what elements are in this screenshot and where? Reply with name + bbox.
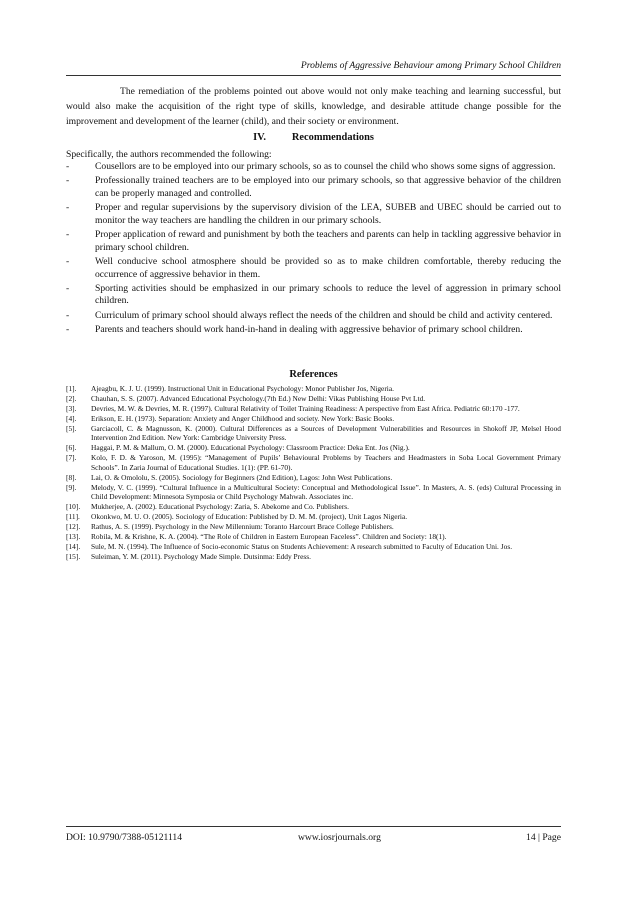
reference-item (66, 384, 561, 393)
footer-rule (66, 826, 561, 827)
recommendation-item (66, 161, 561, 174)
recommendation-item (66, 324, 561, 337)
reference-text: Rathus, A. S. (1999). Psychology in the New Millennium: Toranto Harcourt Brace College Publishers. (91, 521, 394, 531)
bullet-dash: - (66, 309, 70, 321)
intro-paragraph: The remediation of the problems pointed out above would not only make teaching and learning successful, but would also make the acquisition of the right type of skills, knowledge, and desirable attitude change possible for the improvement and development of the learner (child), and their society or environment. (66, 86, 561, 127)
references-list (66, 384, 561, 562)
reference-item (66, 502, 561, 511)
reference-number: [4]. (66, 413, 77, 423)
reference-item (66, 512, 561, 521)
reference-number: [1]. (66, 384, 77, 393)
reference-text: Melody, V. C. (1999). “Cultural Influence in a Multicultural Society: Conceptual and Methodological Issue”. In Masters, A. S. (eds) Cultural Processing in Child Development: Minnesota Symposia or Child Psychology Mahwah. Associates inc. (91, 482, 561, 501)
recommendation-text: Parents and teachers should work hand-in-hand in dealing with aggressive behavior of primary school children. (95, 323, 523, 335)
reference-item (66, 542, 561, 551)
reference-text: Robila, M. & Krishne, K. A. (2004). “The Role of Children in Eastern European Faceless”. Children and Society: 18(1). (91, 531, 447, 541)
bullet-dash: - (66, 161, 70, 172)
reference-number: [15]. (66, 551, 81, 561)
reference-text: Okonkwo, M. U. O. (2005). Sociology of Education: Published by D. M. M. (project), Unit Lagos Nigeria. (91, 511, 408, 521)
reference-number: [10]. (66, 501, 81, 511)
reference-number: [6]. (66, 443, 77, 453)
reference-item (66, 424, 561, 443)
recommendations-list (66, 161, 561, 338)
bullet-dash: - (66, 201, 70, 213)
reference-text: Garciacoll, C. & Magnusson, K. (2000). Cultural Differences as a Sources of Development Vulnerabilities and Resources in Shokoff JP, Melsel Hood Intervention 2nd Edition. New York: Cambridge University Press. (91, 423, 561, 443)
section-lead: Specifically, the authors recommended the following: (66, 149, 272, 160)
section-number: IV. (253, 132, 266, 143)
reference-number: [7]. (66, 453, 77, 463)
recommendation-item (66, 283, 561, 309)
reference-text: Sule, M. N. (1994). The Influence of Socio-economic Status on Students Achievement: A research submitted to Faculty of Education Uni. Jos. (91, 541, 513, 551)
reference-text: Kolo, F. D. & Yaroson, M. (1995): “Management of Pupils’ Behavioural Problems by Teachers and Headmasters in Soba Local Government Primary Schools”. In Zaria Journal of Educational Studies. 1(1): (PP. 61-70). (91, 453, 561, 472)
reference-item (66, 532, 561, 541)
reference-number: [8]. (66, 472, 77, 482)
bullet-dash: - (66, 228, 70, 240)
recommendation-text: Professionally trained teachers are to be employed into our primary schools, so that aggressive behavior of the children can be properly managed and controlled. (95, 175, 561, 199)
reference-text: Chauhan, S. S. (2007). Advanced Educational Psychology.(7th Ed.) New Delhi: Vikas Publishing House Pvt Ltd. (91, 393, 426, 403)
recommendation-item (66, 229, 561, 255)
reference-text: Ajeagbu, K. J. U. (1999). Instructional Unit in Educational Psychology: Monor Publisher Jos, Nigeria. (91, 384, 394, 393)
section-heading (66, 132, 561, 143)
reference-item (66, 552, 561, 561)
recommendation-text: Cousellors are to be employed into our primary schools, so as to counsel the child who shows some signs of aggression. (95, 161, 556, 172)
reference-number: [2]. (66, 393, 77, 403)
recommendation-text: Proper application of reward and punishment by both the teachers and parents can help in tackling aggressive behavior in primary school children. (95, 228, 561, 253)
reference-text: Devries, M. W. & Devries, M. R. (1997). Cultural Relativity of Toilet Training Readiness: A perspective from East Africa. Pediatric 60:170 -177. (91, 403, 520, 413)
recommendation-item (66, 202, 561, 228)
reference-item (66, 414, 561, 423)
recommendation-item (66, 256, 561, 282)
recommendation-item (66, 310, 561, 323)
reference-number: [13]. (66, 531, 81, 541)
header-rule (66, 75, 561, 76)
reference-item (66, 453, 561, 472)
reference-text: Suleiman, Y. M. (2011). Psychology Made Simple. Dutsinma: Eddy Press. (91, 551, 311, 561)
reference-text: Haggai, P. M. & Mallum, O. M. (2000). Educational Psychology: Classroom Practice: Deka Ent. Jos (Nig.). (91, 443, 410, 453)
reference-text: Erikson, E. H. (1973). Separation: Anxiety and Anger Childhood and society. New York: Basic Books. (91, 413, 395, 423)
section-title: Recommendations (291, 132, 374, 143)
footer-website: www.iosrjournals.org (298, 832, 381, 843)
reference-number: [11]. (66, 511, 80, 521)
recommendation-item (66, 175, 561, 201)
bullet-dash: - (66, 323, 70, 335)
recommendation-text: Proper and regular supervisions by the supervisory division of the LEA, SUBEB and UBEC should be carried out to monitor the way teachers are handling the children in our primary schools. (95, 201, 561, 226)
reference-item (66, 404, 561, 413)
reference-text: Lai, O. & Omololu, S. (2005). Sociology for Beginners (2nd Edition), Lagos: John West Publications. (91, 472, 393, 482)
reference-item (66, 443, 561, 452)
reference-item (66, 483, 561, 502)
bullet-dash: - (66, 255, 70, 267)
bullet-dash: - (66, 175, 70, 187)
reference-text: Mukherjee, A. (2002). Educational Psychology: Zaria, S. Abekome and Co. Publishers. (91, 501, 350, 511)
reference-number: [12]. (66, 521, 81, 531)
running-header: Problems of Aggressive Behaviour among Primary School Children (300, 60, 561, 71)
reference-number: [5]. (66, 423, 77, 433)
reference-number: [14]. (66, 541, 81, 551)
references-heading: References (289, 369, 338, 380)
reference-item (66, 522, 561, 531)
bullet-dash: - (66, 282, 70, 294)
footer-page-number: 14 | Page (526, 832, 561, 843)
reference-item (66, 473, 561, 482)
recommendation-text: Well conducive school atmosphere should be provided so as to make children comfortable, thereby reducing the occurrence of aggressive behavior in them. (95, 255, 561, 280)
footer-doi: DOI: 10.9790/7388-05121114 (66, 832, 183, 843)
reference-number: [3]. (66, 403, 77, 413)
recommendation-text: Curriculum of primary school should always reflect the needs of the children and should be child and activity centered. (95, 309, 553, 321)
recommendation-text: Sporting activities should be emphasized in our primary schools to reduce the level of aggression in primary school children. (95, 282, 561, 307)
reference-item (66, 394, 561, 403)
reference-number: [9]. (66, 482, 77, 492)
